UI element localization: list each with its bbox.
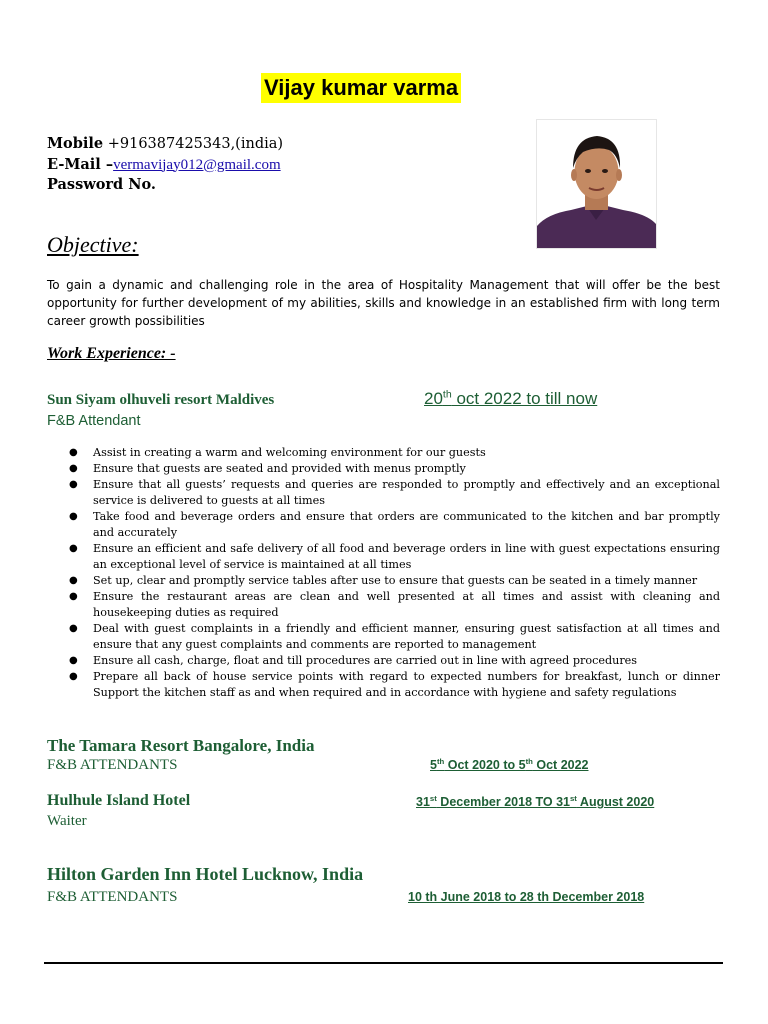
job-2-dates-part: Oct 2022 bbox=[532, 758, 589, 772]
job-2-dates-part: 5 bbox=[430, 758, 437, 772]
bullet-icon: ● bbox=[69, 671, 78, 682]
job-4-dates: 10 th June 2018 to 28 th December 2018 bbox=[408, 890, 645, 904]
duty-text: Ensure that all guests’ requests and queries are responded to promptly and effectively and an exceptional service is delivered to guests at all times bbox=[93, 478, 720, 507]
bullet-icon: ● bbox=[69, 623, 78, 634]
job-3-dates-part: 31 bbox=[416, 795, 430, 809]
profile-photo-illustration bbox=[537, 120, 656, 248]
duty-text: Set up, clear and promptly service tables after use to ensure that guests can be seated in a timely manner bbox=[93, 574, 698, 587]
list-item bbox=[69, 461, 720, 477]
bullet-icon: ● bbox=[69, 479, 78, 490]
job-3-dates bbox=[416, 794, 654, 810]
job-3-dates-part: August 2020 bbox=[576, 795, 655, 809]
duty-text: Ensure an efficient and safe delivery of all food and beverage orders in line with guest expectations ensuring an exceptional level of service is maintained at all times bbox=[93, 542, 720, 571]
duty-text: Prepare all back of house service points with regard to expected numbers for breakfast, lunch or dinner Support the kitchen staff as and when required and in accordance with hygiene and safety regulations bbox=[93, 670, 720, 699]
duty-text: Ensure the restaurant areas are clean and well presented at all times and assist with cleaning and housekeeping duties as required bbox=[93, 590, 720, 619]
duty-text: Ensure that guests are seated and provided with menus promptly bbox=[93, 462, 466, 475]
job-3-role: Waiter bbox=[47, 813, 87, 829]
email-link[interactable]: vermavijay012@gmail.com bbox=[113, 156, 281, 173]
job-1-dates bbox=[424, 388, 597, 410]
profile-photo bbox=[536, 119, 657, 249]
job-1-dates-suffix: th bbox=[442, 388, 452, 401]
job-1-dates-day: 20 bbox=[424, 389, 443, 408]
job-2-company: The Tamara Resort Bangalore, India bbox=[47, 736, 315, 755]
contact-block bbox=[47, 134, 283, 196]
duty-text: Ensure all cash, charge, float and till procedures are carried out in line with agreed procedures bbox=[93, 654, 638, 667]
job-4-company: Hilton Garden Inn Hotel Lucknow, India bbox=[47, 864, 364, 884]
list-item bbox=[69, 509, 720, 541]
job-3-dates-suffix: st bbox=[429, 793, 437, 803]
bullet-icon: ● bbox=[69, 591, 78, 602]
password-label: Password No. bbox=[47, 176, 156, 193]
list-item bbox=[69, 589, 720, 621]
candidate-name: Vijay kumar varma bbox=[261, 73, 461, 103]
mobile-label: Mobile bbox=[47, 135, 104, 152]
objective-heading: Objective: bbox=[47, 232, 139, 257]
job-1-company: Sun Siyam olhuveli resort Maldives bbox=[47, 392, 275, 408]
list-item bbox=[69, 477, 720, 509]
bullet-icon: ● bbox=[69, 511, 78, 522]
list-item bbox=[69, 573, 720, 589]
email-line bbox=[47, 155, 283, 176]
list-item bbox=[69, 669, 720, 701]
list-item bbox=[69, 653, 720, 669]
job-3-dates-part: December 2018 TO 31 bbox=[436, 795, 570, 809]
job-2-dates-part: Oct 2020 to 5 bbox=[444, 758, 526, 772]
job-1-role: F&B Attendant bbox=[47, 413, 141, 429]
email-label: E-Mail – bbox=[47, 155, 114, 173]
list-item bbox=[69, 445, 720, 461]
bullet-icon: ● bbox=[69, 463, 78, 474]
objective-text: To gain a dynamic and challenging role in the area of Hospitality Management that will offer be the best opportunity for further development of my abilities, skills and knowledge in an established firm with long term career growth possibilities bbox=[47, 278, 720, 328]
bullet-icon: ● bbox=[69, 575, 78, 586]
bullet-icon: ● bbox=[69, 543, 78, 554]
job-1-duties-list bbox=[47, 445, 720, 701]
mobile-value: +916387425343,(india) bbox=[103, 136, 284, 152]
list-item bbox=[69, 621, 720, 653]
bullet-icon: ● bbox=[69, 447, 78, 458]
job-4-role: F&B ATTENDANTS bbox=[47, 889, 178, 905]
mobile-line bbox=[47, 134, 283, 155]
password-line bbox=[47, 175, 283, 196]
job-2-dates bbox=[430, 757, 589, 773]
job-1-dates-rest: oct 2022 to till now bbox=[451, 389, 598, 408]
duty-text: Assist in creating a warm and welcoming environment for our guests bbox=[93, 446, 486, 459]
job-3-company: Hulhule Island Hotel bbox=[47, 792, 191, 809]
job-3-dates-suffix: st bbox=[570, 793, 577, 803]
job-2-dates-suffix: th bbox=[525, 756, 533, 766]
list-item bbox=[69, 541, 720, 573]
job-2-role: F&B ATTENDANTS bbox=[47, 757, 178, 773]
footer-divider bbox=[44, 962, 723, 964]
bullet-icon: ● bbox=[69, 655, 78, 666]
job-2-dates-suffix: th bbox=[436, 756, 445, 766]
duty-text: Deal with guest complaints in a friendly and efficient manner, ensuring guest satisfaction at all times and ensure that any guest complaints and comments are reported to management bbox=[93, 622, 720, 651]
work-experience-heading: Work Experience: - bbox=[47, 345, 176, 362]
duty-text: Take food and beverage orders and ensure that orders are communicated to the kitchen and bar promptly and accurately bbox=[93, 510, 720, 539]
